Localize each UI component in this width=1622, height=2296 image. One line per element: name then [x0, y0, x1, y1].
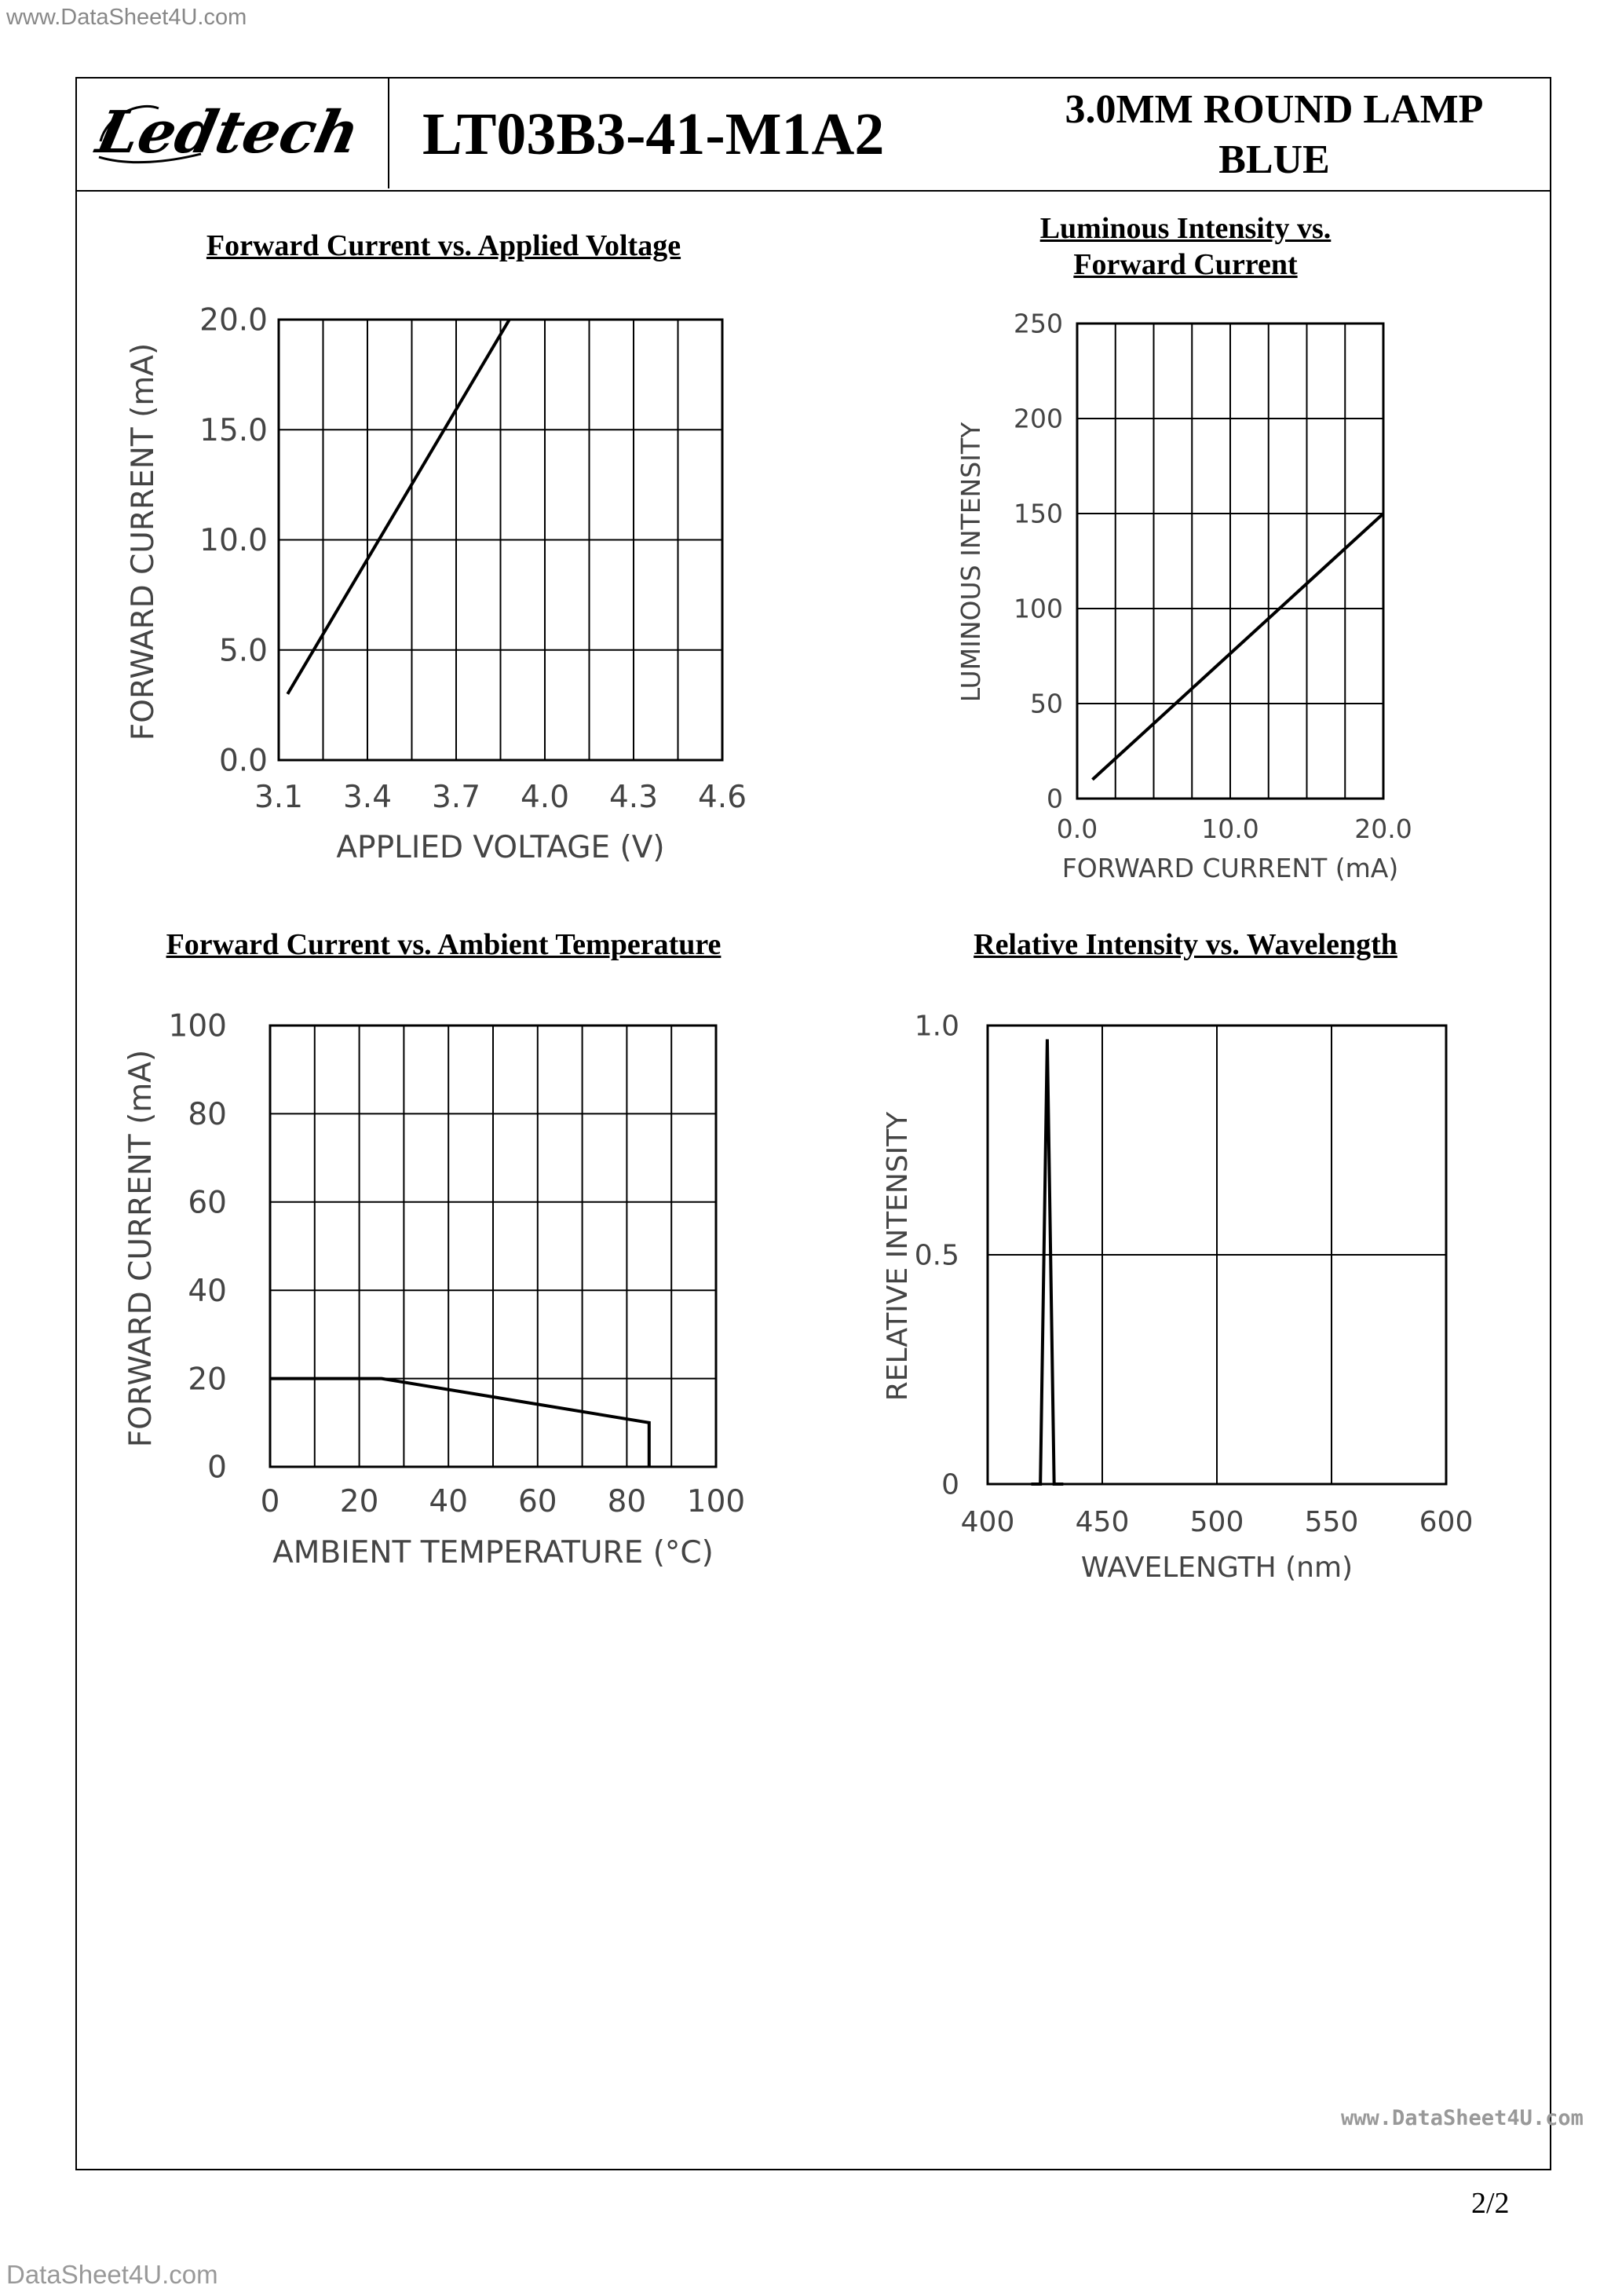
y-tick-label: 0: [207, 1450, 227, 1486]
y-axis-label: FORWARD CURRENT (mA): [123, 1049, 159, 1448]
x-axis-label: WAVELENGTH (nm): [1080, 1552, 1353, 1584]
y-tick-label: 0.0: [218, 743, 268, 779]
x-tick-label: 20.0: [1354, 813, 1412, 844]
y-axis-label: RELATIVE INTENSITY: [882, 1111, 914, 1402]
description-line1: 3.0MM ROUND LAMP: [1065, 87, 1484, 132]
x-axis-label: FORWARD CURRENT (mA): [1061, 853, 1399, 883]
y-tick-label: 50: [1030, 688, 1063, 719]
y-tick-label: 100: [1014, 593, 1063, 624]
y-tick-label: 250: [1014, 308, 1063, 339]
y-tick-label: 20: [188, 1362, 227, 1398]
logo-text: Ledtech: [90, 97, 366, 166]
x-tick-label: 450: [1075, 1506, 1130, 1538]
x-tick-label: 0.0: [1056, 813, 1098, 844]
chart-title-iv: Forward Current vs. Applied Voltage: [206, 229, 681, 262]
x-axis-label: AMBIENT TEMPERATURE (°C): [272, 1535, 714, 1570]
y-tick-label: 10.0: [199, 523, 268, 559]
chart-title-li-line2: Forward Current: [1073, 248, 1298, 281]
x-tick-label: 4.0: [520, 780, 570, 815]
y-tick-label: 0: [1047, 783, 1063, 814]
y-tick-label: 150: [1014, 498, 1063, 529]
chart-title-spectrum: Relative Intensity vs. Wavelength: [974, 928, 1397, 961]
x-tick-label: 4.6: [697, 780, 747, 815]
description-line2: BLUE: [1218, 137, 1330, 182]
watermark-bottom: DataSheet4U.com: [6, 2260, 218, 2289]
series-line-spectrum: [1031, 1040, 1063, 1484]
x-axis-label: APPLIED VOLTAGE (V): [336, 830, 665, 865]
y-tick-label: 1.0: [914, 1010, 959, 1043]
y-tick-label: 60: [188, 1185, 227, 1221]
y-tick-label: 0: [941, 1468, 959, 1501]
watermark-right: www.DataSheet4U.com: [1341, 2106, 1584, 2130]
watermark-top: www.DataSheet4U.com: [6, 5, 247, 30]
x-tick-label: 3.7: [431, 780, 481, 815]
y-tick-label: 0.5: [914, 1239, 959, 1272]
x-tick-label: 80: [607, 1484, 647, 1519]
y-tick-label: 80: [188, 1097, 227, 1133]
x-tick-label: 3.4: [342, 780, 393, 815]
y-tick-label: 100: [168, 1008, 227, 1044]
x-tick-label: 4.3: [608, 780, 659, 815]
y-tick-label: 5.0: [218, 633, 268, 669]
y-axis-label: LUMINOUS INTENSITY: [955, 422, 986, 703]
chart-title-derating: Forward Current vs. Ambient Temperature: [166, 928, 721, 961]
x-tick-label: 0: [260, 1484, 280, 1519]
y-tick-label: 40: [188, 1273, 227, 1309]
y-tick-label: 15.0: [199, 412, 268, 448]
y-axis-label: FORWARD CURRENT (mA): [126, 342, 161, 741]
y-tick-label: 200: [1014, 403, 1063, 434]
x-tick-label: 60: [517, 1484, 557, 1519]
x-tick-label: 600: [1419, 1506, 1474, 1538]
x-tick-label: 100: [686, 1484, 746, 1519]
x-tick-label: 3.1: [254, 780, 304, 815]
x-tick-label: 400: [960, 1506, 1015, 1538]
y-tick-label: 20.0: [199, 302, 268, 338]
x-tick-label: 500: [1189, 1506, 1244, 1538]
chart-title-li-line1: Luminous Intensity vs.: [1039, 212, 1332, 245]
part-number: LT03B3-41-M1A2: [422, 101, 885, 167]
x-tick-label: 10.0: [1201, 813, 1259, 844]
page-number: 2/2: [1471, 2187, 1510, 2220]
x-tick-label: 20: [339, 1484, 379, 1519]
x-tick-label: 40: [429, 1484, 469, 1519]
x-tick-label: 550: [1304, 1506, 1359, 1538]
